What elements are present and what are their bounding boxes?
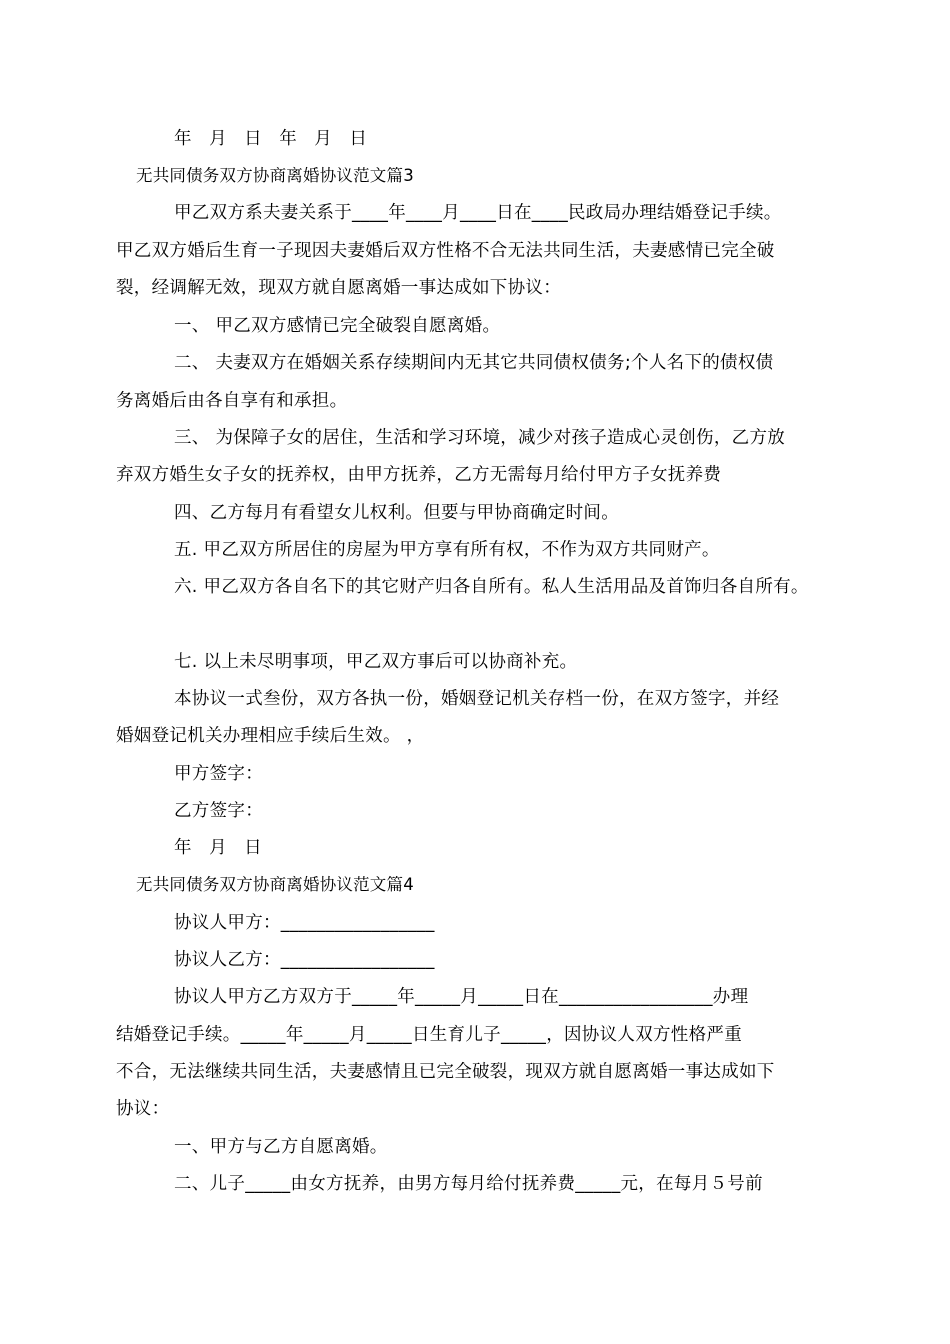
date-line-top: 年 月 日 年 月 日 <box>174 129 373 149</box>
paragraph-line: 裂，经调解无效，现双方就自愿离婚一事达成如下协议： <box>116 278 561 298</box>
paragraph-line: 甲乙双方婚后生育一子现因夫妻婚后双方性格不合无法共同生活，夫妻感情已完全破 <box>116 241 775 261</box>
clause-line: 三、 为保障子女的居住，生活和学习环境，减少对孩子造成心灵创伤，乙方放 <box>174 428 786 448</box>
paragraph-line: 协议人甲方乙方双方于_____年_____月_____日在_________________办理 <box>174 987 749 1007</box>
clause-line: 一、甲方与乙方自愿离婚。 <box>174 1137 388 1157</box>
party-b-line: 协议人乙方：_________________ <box>174 950 435 970</box>
paragraph-line: 不合，无法继续共同生活，夫妻感情且已完全破裂，现双方就自愿离婚一事达成如下 <box>116 1062 775 1082</box>
clause-line: 一、 甲乙双方感情已完全破裂自愿离婚。 <box>174 316 501 336</box>
paragraph-line: 协议： <box>116 1099 170 1119</box>
section-heading-4: 无共同债务双方协商离婚协议范文篇4 <box>136 875 414 894</box>
clause-line: 六. 甲乙双方各自名下的其它财产归各自所有。私人生活用品及首饰归各自所有。 <box>174 577 809 597</box>
clause-line: 七. 以上未尽明事项，甲乙双方事后可以协商补充。 <box>174 652 578 672</box>
clause-line: 二、 夫妻双方在婚姻关系存续期间内无其它共同债权债务;个人名下的债权债 <box>174 353 774 373</box>
clause-continuation-line: 弃双方婚生女子女的抚养权，由甲方抚养，乙方无需每月给付甲方子女抚养费 <box>116 465 722 485</box>
party-a-line: 协议人甲方：_________________ <box>174 913 435 933</box>
clause-line: 五. 甲乙双方所居住的房屋为甲方享有所有权，不作为双方共同财产。 <box>174 540 720 560</box>
paragraph-line: 婚姻登记机关办理相应手续后生效。 ， <box>116 726 425 746</box>
section-heading-3: 无共同债务双方协商离婚协议范文篇3 <box>136 166 414 185</box>
party-a-signature-label: 甲方签字： <box>174 764 263 784</box>
party-b-signature-label: 乙方签字： <box>174 801 263 821</box>
clause-line: 二、儿子_____由女方抚养，由男方每月给付抚养费_____元，在每月５号前 <box>174 1174 763 1194</box>
clause-line: 四、乙方每月有看望女儿权利。但要与甲协商确定时间。 <box>174 503 619 523</box>
date-line: 年 月 日 <box>174 838 268 858</box>
paragraph-line: 本协议一式叁份，双方各执一份，婚姻登记机关存档一份，在双方签字，并经 <box>174 689 780 709</box>
clause-continuation-line: 务离婚后由各自享有和承担。 <box>116 391 348 411</box>
paragraph-line: 结婚登记手续。_____年_____月_____日生育儿子_____，因协议人双方性格严重 <box>116 1025 742 1045</box>
paragraph-line: 甲乙双方系夫妻关系于____年____月____日在____民政局办理结婚登记手续。 <box>174 203 782 223</box>
